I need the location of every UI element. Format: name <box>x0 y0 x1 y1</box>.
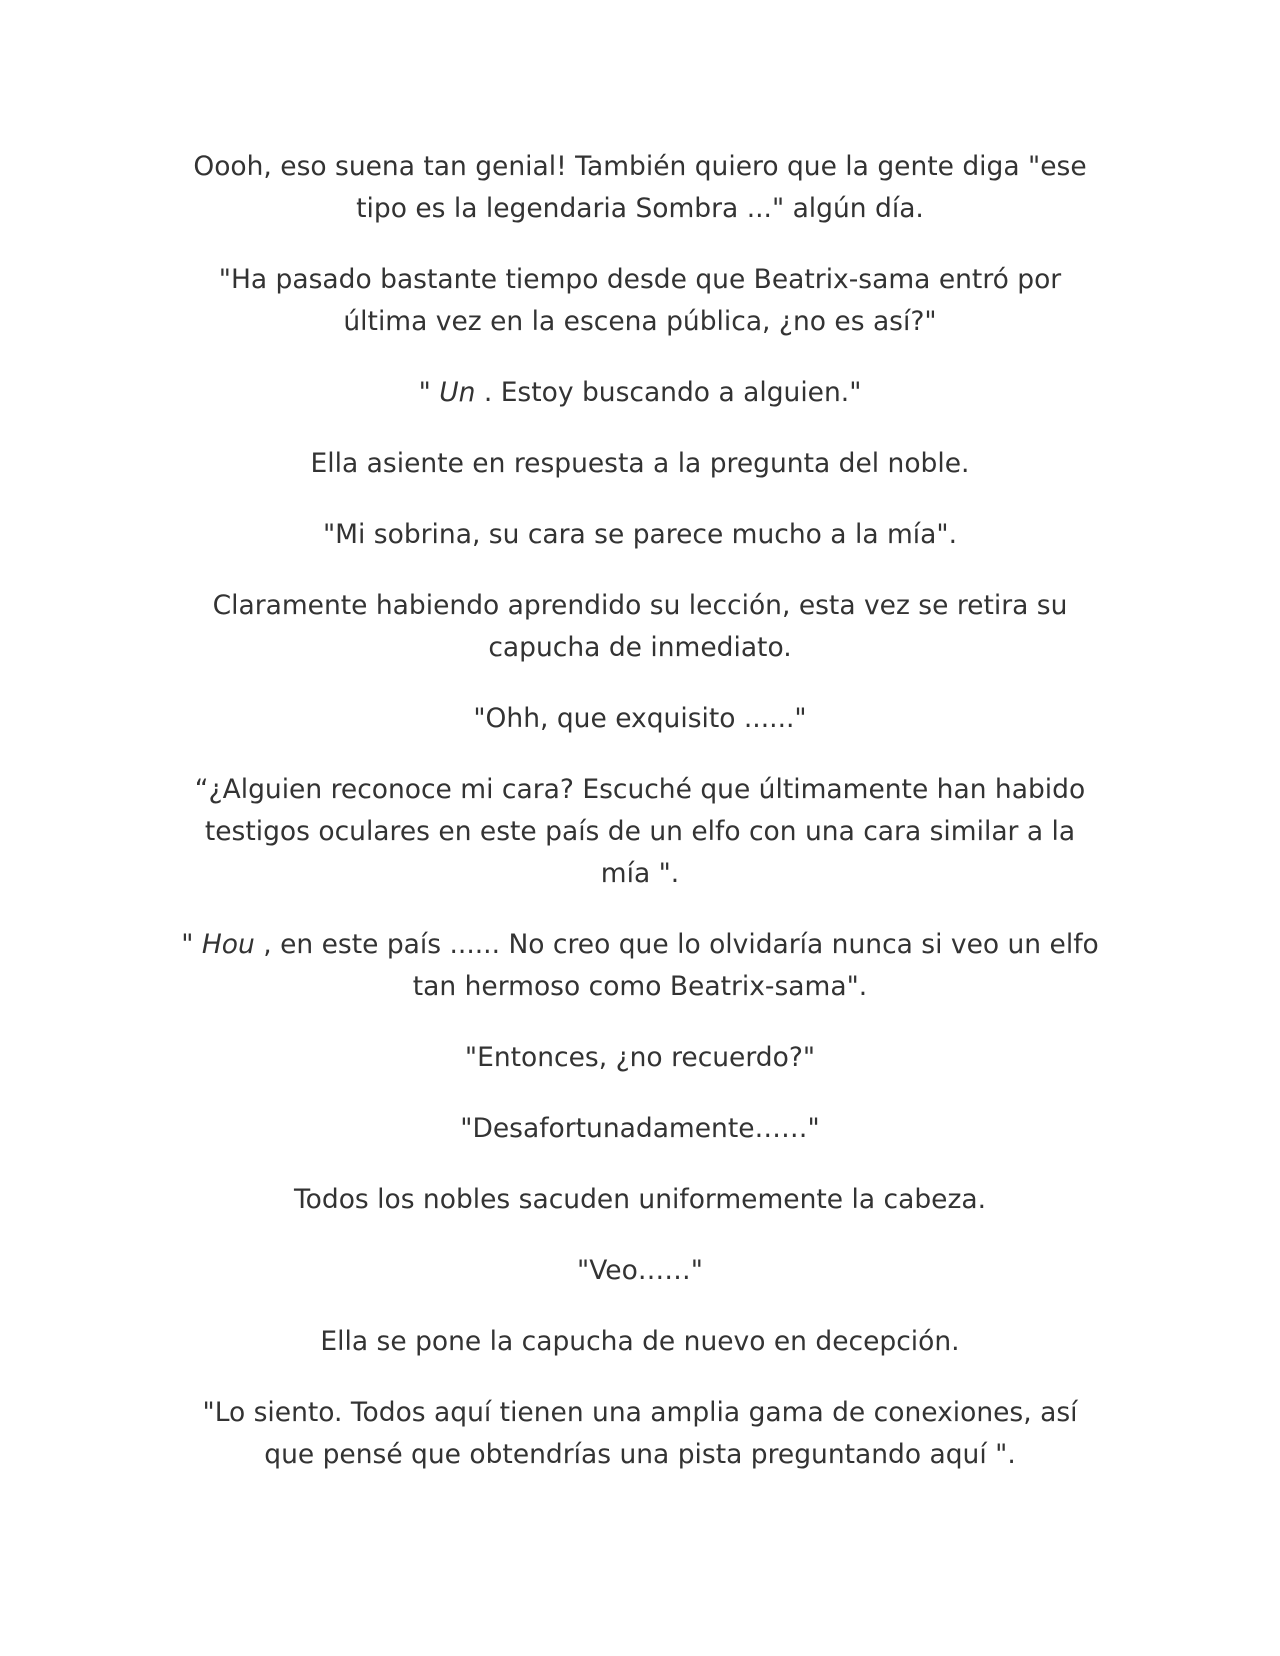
paragraph: "Ha pasado bastante tiempo desde que Beatrix-sama entró por última vez en la escena pública, ¿no es así?" <box>218 264 1062 337</box>
paragraph: Ella asiente en respuesta a la pregunta del noble. <box>310 448 970 479</box>
paragraph: Ella se pone la capucha de nuevo en decepción. <box>320 1326 960 1357</box>
paragraph-text: " <box>418 377 440 408</box>
paragraph: Oooh, eso suena tan genial! También quiero que la gente diga "ese tipo es la legendaria Sombra ..." algún día. <box>193 151 1087 224</box>
italic-interjection: Un <box>439 377 476 408</box>
paragraph: "Entonces, ¿no recuerdo?" <box>464 1042 816 1073</box>
paragraph-text: , en este país ...... No creo que lo olvidaría nunca si veo un elfo tan hermoso como Beatrix-sama". <box>254 929 1099 1002</box>
italic-interjection: Hou <box>201 929 255 960</box>
paragraph-text: " <box>181 929 202 960</box>
paragraph-text: . Estoy buscando a alguien." <box>475 377 862 408</box>
paragraph: "Veo……" <box>577 1255 703 1286</box>
text-column <box>180 146 1100 1476</box>
paragraph: "Ohh, que exquisito ......" <box>473 703 807 734</box>
paragraph: "Mi sobrina, su cara se parece mucho a la mía". <box>322 519 958 550</box>
paragraph: “¿Alguien reconoce mi cara? Escuché que últimamente han habido testigos oculares en este país de un elfo con una cara similar a la mía ". <box>194 774 1086 889</box>
paragraph: Todos los nobles sacuden uniformemente la cabeza. <box>293 1184 987 1215</box>
paragraph: "Desafortunadamente……" <box>460 1113 820 1144</box>
paragraph: "Lo siento. Todos aquí tienen una amplia gama de conexiones, así que pensé que obtendrías una pista preguntando aquí ". <box>202 1397 1078 1470</box>
paragraph <box>180 372 1100 414</box>
paragraph <box>180 924 1100 1008</box>
paragraph: Claramente habiendo aprendido su lección, esta vez se retira su capucha de inmediato. <box>212 590 1068 663</box>
